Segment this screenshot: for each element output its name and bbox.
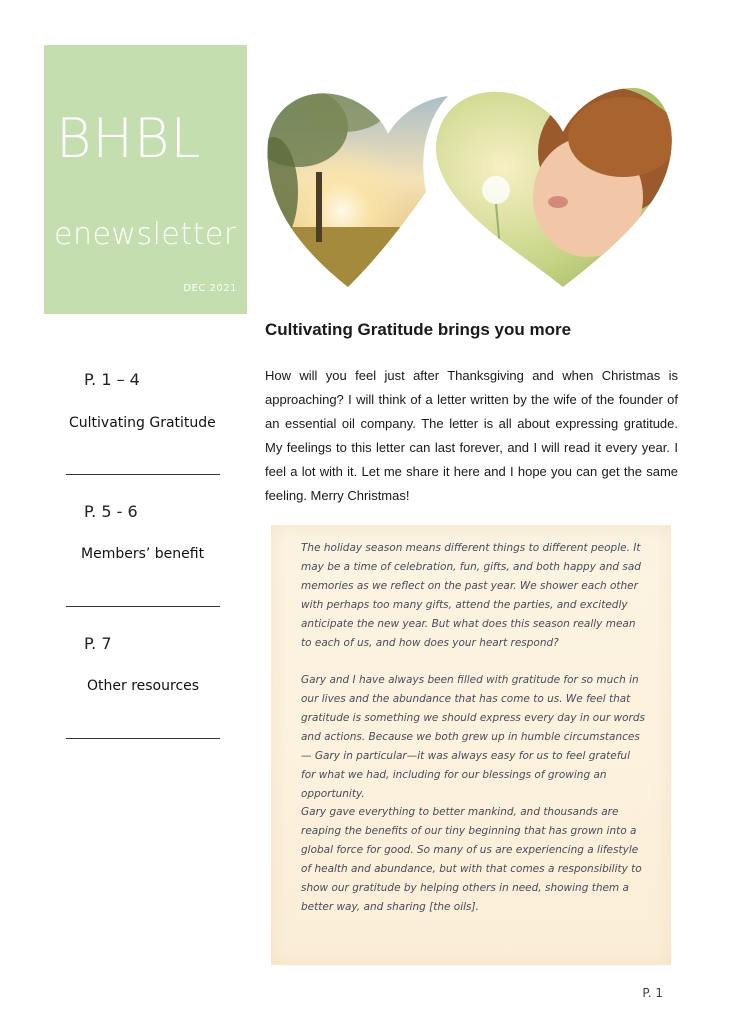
page-number: P. 1 [642,986,663,1000]
sunset-tree-photo [258,82,458,297]
issue-date: DEC 2021 [183,283,237,294]
toc-divider [66,738,220,739]
toc-divider [66,606,220,607]
article-intro: How will you feel just after Thanksgiving and when Christmas is approaching? I will think of a letter written by the wife of the founder of an essential oil company. The letter is all about expressing gratitude. My feelings to this letter can last forever, and I will read it every year. I feel a lot with it. Let me share it here and I hope you can get the same feeling. Merry Christmas! [265,368,678,503]
newsletter-subtitle: enewsletter [54,217,237,252]
toc-pages: P. 1 – 4 [84,370,140,389]
toc-title: Members’ benefit [81,546,205,562]
child-blowing-dandelion-photo [428,82,678,297]
toc-divider [66,474,220,475]
article-title: Cultivating Gratitude brings you more [265,320,572,339]
quote-paragraph: The holiday season means different things to different people. It may be a time of celebration, fun, gifts, and both happy and sad memories as we reflect on the past year. We shower each other with perhaps too many gifts, attend the parties, and excitedly anticipate the new year. But what does this season really mean to each of us, and how does your heart respond? [301,542,641,649]
quoted-letter [271,525,671,965]
toc-pages: P. 7 [84,634,112,653]
toc-title: Cultivating Gratitude [69,415,216,431]
hero-hearts-image [258,82,678,297]
toc-title: Other resources [87,678,200,694]
newsletter-title: BHBL [56,107,202,170]
quote-paragraph: Gary and I have always been filled with gratitude for so much in our lives and the abundance that has come to us. We feel that gratitude is something we should express every day in our words and actions. Because we both grew up in humble circumstances— Gary in particular—it was always easy for us to feel grateful for what we had, including for our blessings of growing an opportunity. [301,674,646,800]
masthead [44,45,247,314]
toc-pages: P. 5 - 6 [84,502,138,521]
quote-paragraph: Gary gave everything to better mankind, and thousands are reaping the benefits of our tiny beginning that has grown into a global force for good. So many of us are experiencing a lifestyle of health and abundance, but with that comes a responsibility to show our gratitude by helping others in need, showing them a better way, and sharing [the oils]. [301,806,642,913]
